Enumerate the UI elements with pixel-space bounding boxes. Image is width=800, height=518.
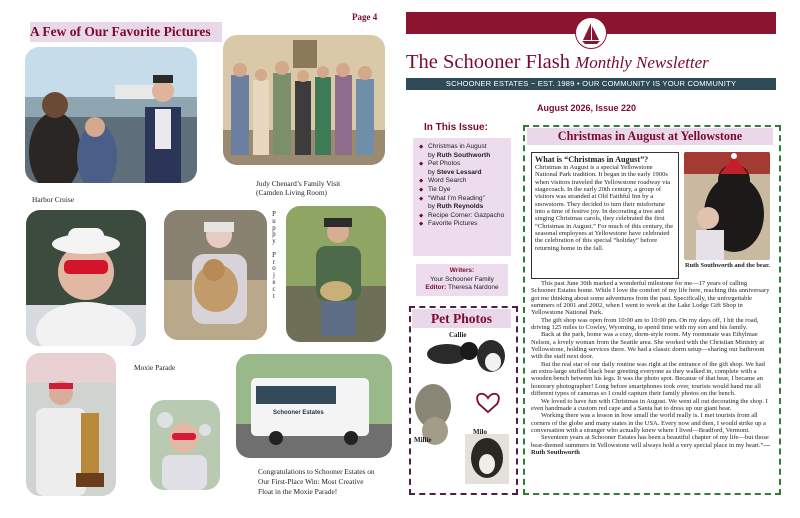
article-paragraph: [531, 361, 771, 398]
toc-item: [419, 186, 511, 195]
writers-label: Writers:: [449, 267, 475, 274]
toc-by-prefix: by: [428, 168, 437, 176]
man-with-dog-photo: [286, 206, 386, 342]
bear-photo-caption: Ruth Southworth and the bear.: [685, 262, 770, 269]
article-paragraph: [531, 280, 771, 317]
toc-item: [419, 160, 511, 169]
toc-item: [419, 220, 511, 229]
toc-item: [419, 143, 511, 152]
family-visit-photo: [223, 35, 385, 165]
toc-item: [419, 212, 511, 221]
family-caption-1: Judy Chenard’s Family Visit: [256, 179, 341, 188]
bullet-icon: ◆: [419, 178, 424, 185]
toc-item-label: Recipe Corner: Gazpacho: [428, 211, 505, 219]
moxie-caption: Moxie Parade: [134, 363, 176, 372]
bullet-icon: ◆: [419, 195, 424, 202]
toc-author: Ruth Southworth: [436, 151, 491, 159]
paragraph-text: But the real star of our daily routine was right at the entrance of the gift shop. We had an extra-large stuffed black bear greeting everyone as they walked in, complete with a wooden bench between his legs. It was the photo spot. Because of that bear, I became an honorary photographer! Long before smartphones took over, tourists would hand me all different types of cameras so I could capture their family photos on the bench.: [531, 360, 765, 398]
section-title: A Few of Our Favorite Pictures: [30, 24, 211, 39]
tagline-bar: SCHOONER ESTATES ~ EST. 1989 • OUR COMMUNITY IS YOUR COMMUNITY: [406, 78, 776, 90]
puppy-project-vertical-caption: P u p p y P r o j e c t: [272, 211, 276, 300]
editor-label: Editor:: [425, 284, 447, 291]
title-sub: Monthly Newsletter: [575, 53, 709, 72]
sailboat-logo-icon: [575, 17, 607, 49]
toc-item: [419, 177, 511, 186]
sidebar-heading: What is “Christmas in August”?: [535, 155, 649, 164]
paragraph-text: This past June 30th marked a wonderful milestone for me—17 years of calling Schooner Estates home. While I love the comfort of my life here, reaching this anniversary got me thinking about some adventures from the past. Specifically, the unforgettable summers of 2001 and 2002, when I went to work at the Lake Lodge Gift Shop in Yellowstone National Park.: [531, 280, 770, 317]
family-caption-2: (Camden Living Room): [256, 188, 328, 197]
toc-by-prefix: by: [428, 203, 437, 211]
page-number: Page 4: [352, 12, 378, 22]
bullet-icon: ◆: [419, 212, 424, 219]
toc-item: [419, 203, 511, 212]
toc-item-label: Christmas in August: [428, 143, 487, 150]
paragraph-text: Working there was a lesson in how small the world really is. I met tourists from all corners of the globe and many states in the USA. Every now and then, I would strike up a conversation with a stranger who actually knew where I lived—Bradford, Vermont.: [531, 412, 766, 434]
editor-line: [416, 284, 508, 293]
paragraph-text: Back at the park, home was a cozy, dorm-style room. My roommate was Ethylmae Nelson, a lovely woman from the Seattle area. She worked with the Christian Ministry at Yellowstone, holding services there. We had a classic dorm setup—sharing our bathroom with the staff next door.: [531, 331, 765, 361]
congrats-caption-3: Float in the Moxie Parade!: [258, 487, 338, 496]
bear-photo: [684, 152, 770, 260]
pet-name-millie: Millie: [414, 436, 432, 444]
parade-bus-photo: [236, 354, 392, 458]
writers-names: Your Schooner Family: [430, 275, 494, 283]
bullet-icon: ◆: [419, 221, 424, 228]
trophy-photo: [26, 353, 116, 496]
article-paragraph: [531, 412, 771, 434]
pet-name-milo: Milo: [473, 428, 487, 436]
article-signoff: —Ruth Southworth: [531, 441, 770, 456]
sidebar-box: [531, 152, 679, 279]
toc-item-label: Tie Dye: [428, 185, 451, 193]
toc-item-label: Favorite Pictures: [428, 220, 478, 228]
toc-heading: In This Issue:: [424, 122, 488, 133]
paragraph-text: The gift shop was open from 10:00 am to 10:00 pm. On my days off, I hit the road, driving 125 miles to Cowley, Wyoming, to spend time with my son and his family.: [531, 316, 759, 332]
toc-item: [419, 152, 511, 161]
article-title: Christmas in August at Yellowstone: [527, 128, 773, 145]
article-paragraph: [531, 331, 771, 360]
newsletter-title: [406, 51, 709, 74]
toc-item-label: Pet Photos: [428, 160, 461, 168]
pet-collage: [413, 331, 511, 486]
toc-item-label: “What I’m Reading”: [428, 194, 485, 202]
puppy-photo: [164, 210, 267, 340]
bullet-icon: ◆: [419, 161, 424, 168]
man-sunglasses-photo: [26, 210, 146, 346]
toc-author: Steve Lessard: [436, 168, 482, 176]
article-body: [531, 280, 771, 456]
harbor-cruise-photo: [25, 47, 197, 183]
toc-by-prefix: by: [428, 151, 437, 159]
pet-name-callie: Callie: [449, 331, 467, 339]
toc-box: [413, 138, 511, 256]
bullet-icon: ◆: [419, 144, 424, 150]
toc-list: [413, 138, 511, 229]
sidebar-text: Christmas in August is a special Yellowstone National Park tradition. It began in the early 1900s when visitors traveled the Yellowstone roadway via stagecoach. In the early 20th century, a group of visitors was stranded at Old Faithful Inn by a snowstorm. They decided to turn their misfortune into a time of festive joy. In decorating a tree and singing Christmas carols, they celebrated the first “Christmas in August.” For much of this century, the seasonal employees at Yellowstone have celebrated the celebration of this special “holiday” before returning home in the fall.: [535, 164, 674, 252]
article-paragraph: [531, 398, 771, 413]
toc-item: [419, 195, 511, 204]
toc-item-label: Word Search: [428, 177, 467, 185]
editor-name: Theresa Nardone: [448, 284, 499, 291]
article-paragraph: [531, 434, 771, 456]
bus-label: Schooner Estates: [273, 410, 324, 416]
paragraph-text: We loved to have fun with Christmas in August. We went all out decorating the shop. I even handmade a custom red cape and a Santa hat to dress up our giant bear.: [531, 397, 768, 412]
congrats-caption-2: Our First-Place Win: Most Creative: [258, 477, 364, 486]
issue-line: August 2026, Issue 220: [537, 103, 637, 113]
bullet-icon: ◆: [419, 186, 424, 193]
title-main: The Schooner Flash: [406, 51, 570, 73]
toc-item: [419, 169, 511, 178]
pet-photos-title: Pet Photos: [412, 309, 511, 328]
paragraph-text: Seventeen years at Schooner Estates has been a beautiful chapter of my life—but those bear-themed summers in Yellowstone will always hold a very special place in my heart.”: [531, 434, 769, 449]
writers-box: [416, 264, 508, 296]
congrats-caption-1: Congratulations to Schooner Estates on: [258, 467, 375, 476]
article-paragraph: [531, 317, 771, 332]
bubbles-girl-photo: [150, 400, 220, 490]
toc-author: Ruth Reynolds: [436, 203, 484, 211]
section-header: [30, 22, 222, 42]
harbor-caption: Harbor Cruise: [32, 195, 75, 204]
